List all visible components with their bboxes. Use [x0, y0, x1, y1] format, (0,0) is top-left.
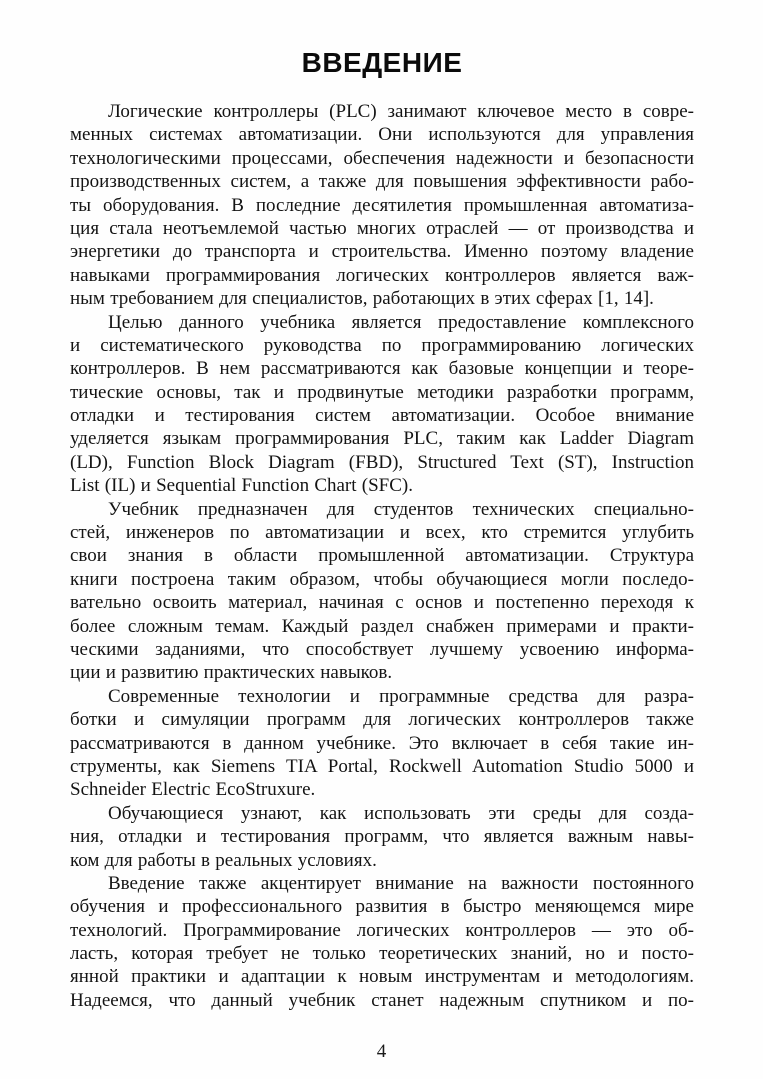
text-line: ты оборудования. В последние десятилетия промышленная автоматиза- — [70, 194, 694, 216]
text-line: Целью данного учебника является предоставление комплексного — [108, 311, 694, 333]
text-line: обучения и профессионального развития в быстро меняющемся мире — [70, 896, 694, 918]
text-line: Введение также акцентирует внимание на важности постоянного — [108, 872, 694, 894]
text-line: свои знания в области промышленной автоматизации. Структура — [70, 545, 694, 567]
text-line: ния, отладки и тестирования программ, что является важным навы- — [70, 826, 694, 848]
text-line: ным требованием для специалистов, работающих в этих сферах [1, 14]. — [70, 288, 654, 310]
text-line: более сложным темам. Каждый раздел снабжен примерами и практи- — [70, 615, 694, 637]
text-line: струменты, как Siemens TIA Portal, Rockwell Automation Studio 5000 и — [70, 755, 694, 777]
text-line: ции и развитию практических навыков. — [70, 662, 393, 684]
paragraph — [70, 685, 694, 802]
text-line: тические основы, так и продвинутые методики разработки программ, — [70, 381, 694, 403]
paragraph — [70, 802, 694, 872]
text-line: книги построена таким образом, чтобы обучающиеся могли последо- — [70, 568, 694, 590]
text-line: ция стала неотъемлемой частью многих отраслей — от производства и — [70, 217, 694, 239]
text-line: ласть, которая требует не только теоретических знаний, но и посто- — [70, 943, 694, 965]
text-line: технологий. Программирование логических контроллеров — это об- — [70, 919, 694, 941]
text-line: Обучающиеся узнают, как использовать эти среды для созда- — [108, 802, 694, 824]
text-line: Надеемся, что данный учебник станет надежным спутником и по- — [70, 989, 694, 1011]
text-line: рассматриваются в данном учебнике. Это включает в себя такие ин- — [70, 732, 694, 754]
text-line: Логические контроллеры (PLC) занимают ключевое место в совре- — [108, 101, 694, 122]
text-line: энергетики до транспорта и строительства. Именно поэтому владение — [70, 241, 694, 263]
text-line: менных системах автоматизации. Они используются для управления — [70, 124, 694, 146]
text-line: ботки и симуляции программ для логических контроллеров также — [70, 709, 694, 731]
text-line: и систематического руководства по программированию логических — [70, 334, 694, 356]
text-line: отладки и тестирования систем автоматизации. Особое внимание — [70, 405, 694, 427]
text-line: List (IL) и Sequential Function Chart (SFC). — [70, 475, 413, 497]
document-body — [70, 100, 694, 1012]
text-line: янной практики и адаптации к новым инструментам и методологиям. — [70, 966, 694, 988]
paragraph — [70, 498, 694, 685]
page-number: 4 — [376, 1041, 387, 1062]
paragraph — [70, 872, 694, 1012]
text-line: ком для работы в реальных условиях. — [70, 849, 377, 871]
text-line: производственных систем, а также для повышения эффективности рабо- — [70, 171, 694, 193]
text-line: вательно освоить материал, начиная с основ и постепенно переходя к — [70, 592, 694, 614]
paragraph — [70, 311, 694, 498]
text-line: уделяется языкам программирования PLC, таким как Ladder Diagram — [70, 428, 694, 450]
text-line: стей, инженеров по автоматизации и всех, кто стремится углубить — [70, 522, 694, 544]
text-line: Учебник предназначен для студентов технических специально- — [108, 498, 694, 520]
text-line: (LD), Function Block Diagram (FBD), Structured Text (ST), Instruction — [70, 451, 694, 473]
text-line: контроллеров. В нем рассматриваются как базовые концепции и теоре- — [70, 358, 694, 380]
text-line: ческими заданиями, что способствует лучшему усвоению информа- — [70, 638, 694, 660]
text-line: Schneider Electric EcoStruxure. — [70, 779, 316, 801]
page-title: ВВЕДЕНИЕ — [301, 47, 463, 78]
text-line: технологическими процессами, обеспечения надежности и безопасности — [70, 147, 694, 169]
text-line: Современные технологии и программные средства для разра- — [108, 685, 694, 707]
paragraph — [70, 100, 694, 311]
text-line: навыками программирования логических контроллеров является важ- — [70, 264, 694, 286]
